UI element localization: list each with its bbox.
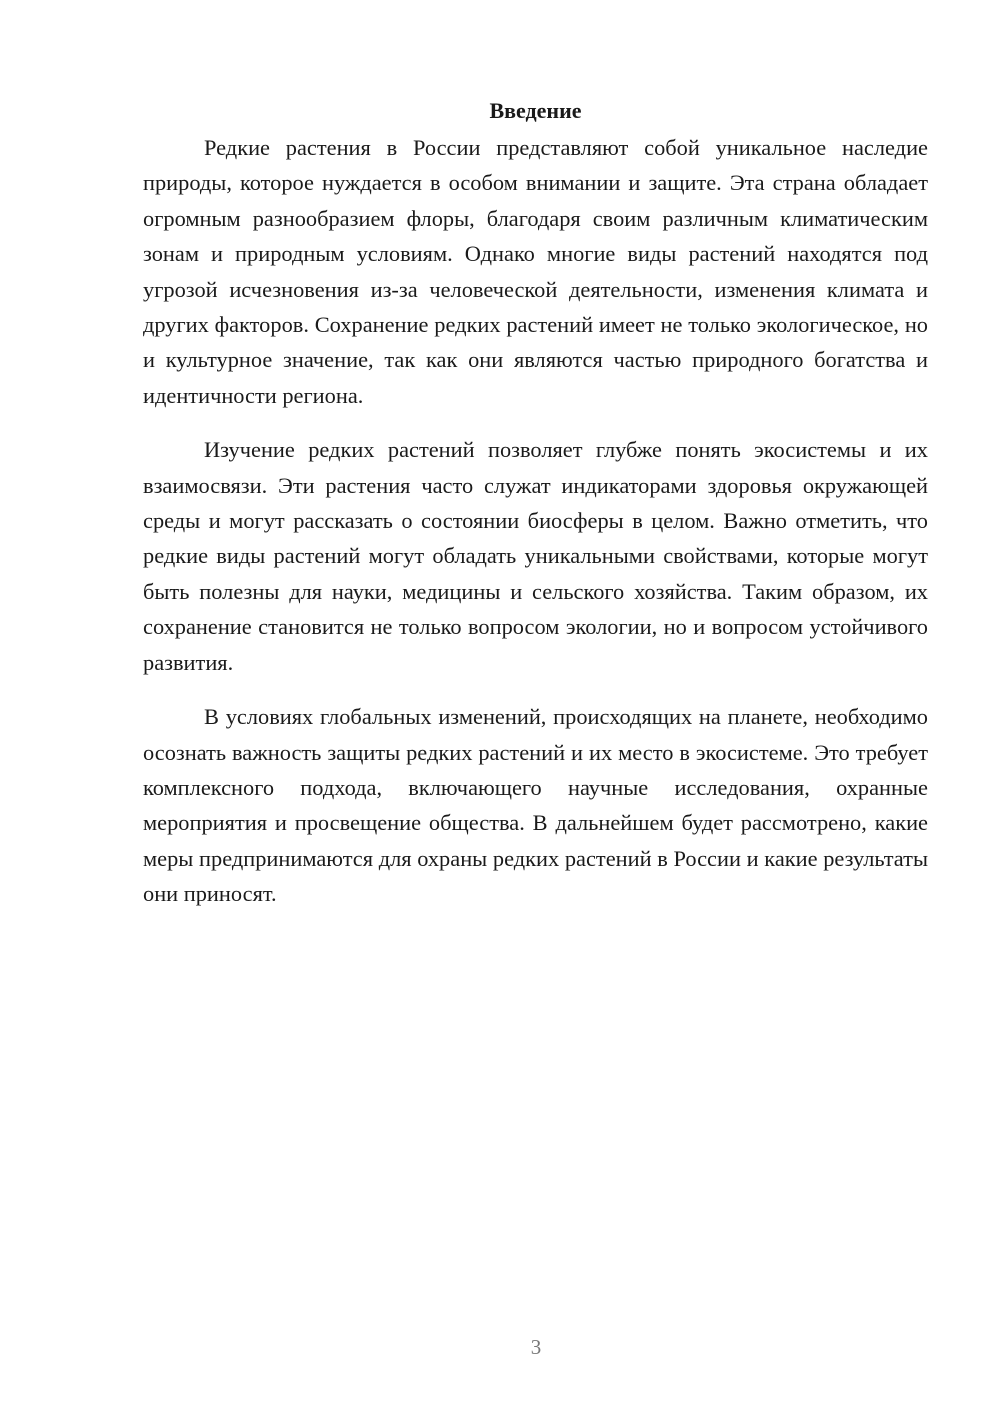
section-title: Введение — [489, 98, 582, 123]
paragraph-3: В условиях глобальных изменений, происходящих на планете, необходимо осознать важность защиты редких растений и их место в экосистеме. Это требует комплексного подхода, включающего научные исследования, охранные мероприятия и просвещение общества. В дальнейшем будет рассмотрено, какие меры предпринимаются для охраны редких растений в России и какие результаты они приносят. — [143, 704, 928, 907]
page-content — [143, 96, 928, 931]
paragraph-1: Редкие растения в России представляют собой уникальное наследие природы, которое нуждается в особом внимании и защите. Эта страна обладает огромным разнообразием флоры, благодаря своим различным климатическим зонам и природным условиям. Однако многие виды растений находятся под угрозой исчезновения из-за человеческой деятельности, изменения климата и других факторов. Сохранение редких растений имеет не только экологическое, но и культурное значение, так как они являются частью природного богатства и идентичности региона. — [143, 135, 928, 408]
paragraph-2: Изучение редких растений позволяет глубже понять экосистемы и их взаимосвязи. Эти растения часто служат индикаторами здоровья окружающей среды и могут рассказать о состоянии биосферы в целом. Важно отметить, что редкие виды растений могут обладать уникальными свойствами, которые могут быть полезны для науки, медицины и сельского хозяйства. Таким образом, их сохранение становится не только вопросом экологии, но и вопросом устойчивого развития. — [143, 437, 928, 675]
page-number: 3 — [530, 1335, 542, 1359]
